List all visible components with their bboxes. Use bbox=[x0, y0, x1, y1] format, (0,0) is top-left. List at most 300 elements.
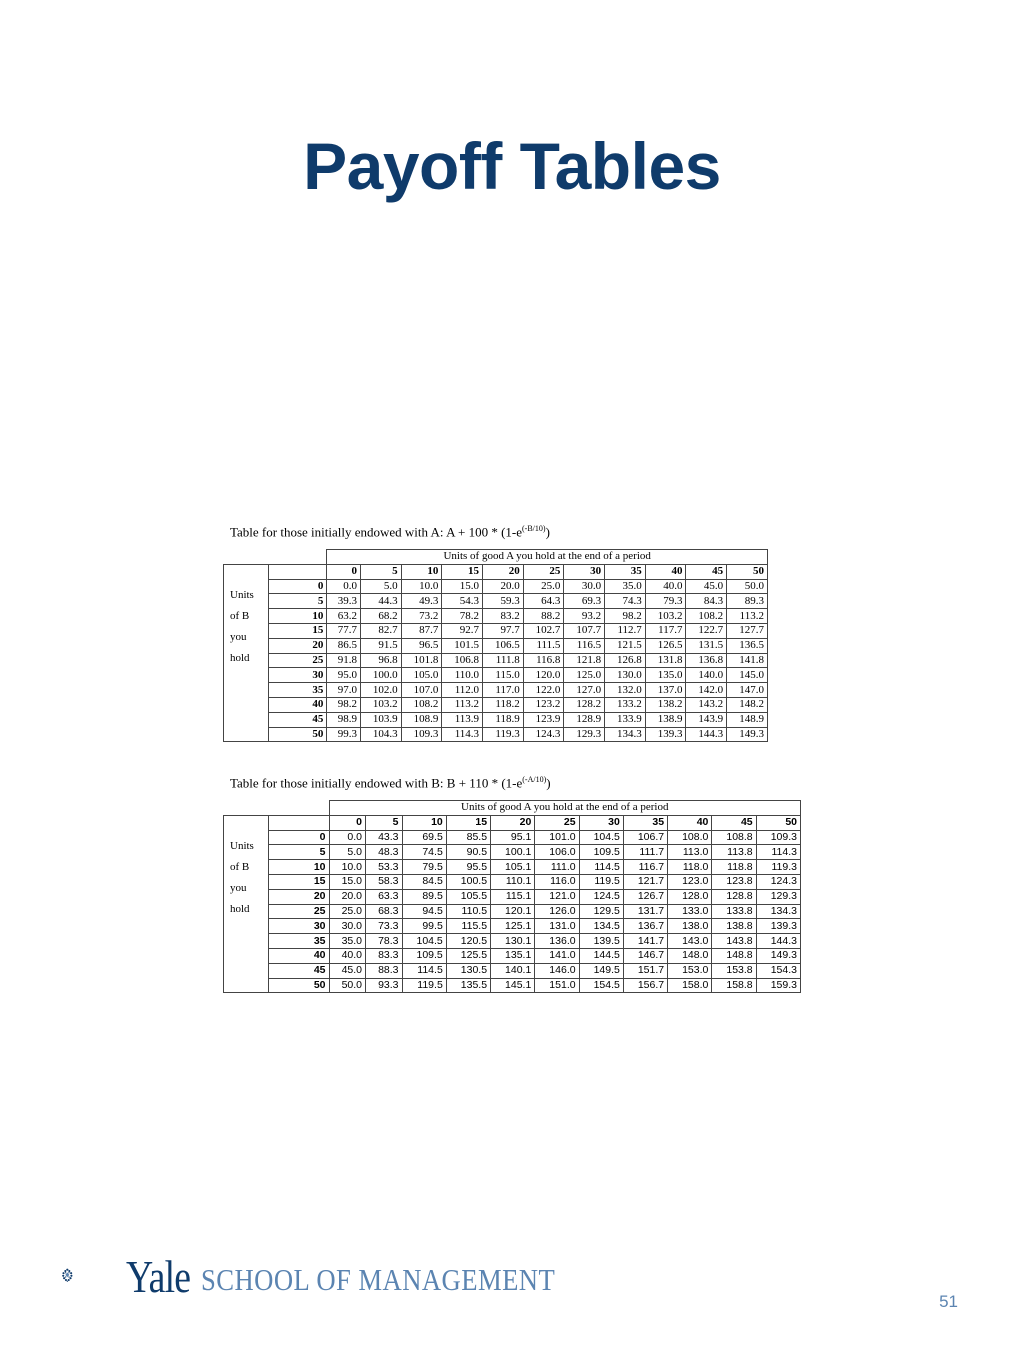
table-cell: 132.0 bbox=[605, 683, 646, 698]
row-header: 20 bbox=[269, 638, 327, 653]
table-cell: 40.0 bbox=[329, 948, 366, 963]
table-cell: 118.9 bbox=[483, 712, 524, 727]
table-cell: 129.3 bbox=[756, 889, 800, 904]
table-cell: 138.8 bbox=[712, 919, 756, 934]
table-cell: 100.5 bbox=[446, 874, 490, 889]
table-cell: 15.0 bbox=[442, 579, 483, 594]
column-header: 20 bbox=[491, 815, 535, 830]
table-cell: 134.5 bbox=[579, 919, 623, 934]
table-cell: 142.0 bbox=[686, 683, 727, 698]
row-header: 0 bbox=[269, 830, 330, 845]
row-header: 20 bbox=[269, 889, 330, 904]
table-cell: 136.8 bbox=[686, 653, 727, 668]
table-cell: 111.7 bbox=[623, 845, 667, 860]
table-cell: 107.7 bbox=[564, 623, 605, 638]
table-cell: 93.2 bbox=[564, 609, 605, 624]
table-cell: 97.0 bbox=[327, 683, 361, 698]
table-cell: 148.0 bbox=[668, 948, 712, 963]
table-cell: 121.5 bbox=[605, 638, 646, 653]
table-cell: 84.3 bbox=[686, 594, 727, 609]
table-cell: 119.5 bbox=[579, 874, 623, 889]
table-cell: 108.2 bbox=[686, 609, 727, 624]
table-row bbox=[224, 727, 768, 742]
row-header: 45 bbox=[269, 963, 330, 978]
table2-caption-exponent: (-A/10) bbox=[522, 775, 547, 784]
table-cell: 127.0 bbox=[564, 683, 605, 698]
table-cell: 116.5 bbox=[564, 638, 605, 653]
table-cell: 83.2 bbox=[483, 609, 524, 624]
table-cell: 73.3 bbox=[366, 919, 403, 934]
table-cell: 140.1 bbox=[491, 963, 535, 978]
table-cell: 124.3 bbox=[756, 874, 800, 889]
row-header: 10 bbox=[269, 609, 327, 624]
table2-caption bbox=[230, 775, 551, 791]
table-cell: 122.0 bbox=[523, 683, 564, 698]
logo-school-text: SCHOOL OF MANAGEMENT bbox=[201, 1262, 556, 1297]
side-label-line: you bbox=[230, 630, 247, 643]
table-cell: 73.2 bbox=[401, 609, 442, 624]
table-row bbox=[224, 845, 801, 860]
table-cell: 86.5 bbox=[327, 638, 361, 653]
table-cell: 93.3 bbox=[366, 978, 403, 993]
table-cell: 114.5 bbox=[579, 860, 623, 875]
table-cell: 119.3 bbox=[756, 860, 800, 875]
table-cell: 63.2 bbox=[327, 609, 361, 624]
table-cell: 111.5 bbox=[523, 638, 564, 653]
table-cell: 101.0 bbox=[535, 830, 579, 845]
table-cell: 147.0 bbox=[727, 683, 768, 698]
table-cell: 137.0 bbox=[645, 683, 686, 698]
table-cell: 148.8 bbox=[712, 948, 756, 963]
table-cell: 127.7 bbox=[727, 623, 768, 638]
table-cell: 103.9 bbox=[360, 712, 401, 727]
table-cell: 106.8 bbox=[442, 653, 483, 668]
table-cell: 148.9 bbox=[727, 712, 768, 727]
table-cell: 146.7 bbox=[623, 948, 667, 963]
table-cell: 118.0 bbox=[668, 860, 712, 875]
table-cell: 5.0 bbox=[329, 845, 366, 860]
table2-caption-close: ) bbox=[546, 775, 551, 791]
table-row bbox=[224, 638, 768, 653]
table-cell: 20.0 bbox=[329, 889, 366, 904]
column-header: 40 bbox=[645, 564, 686, 579]
column-header: 45 bbox=[686, 564, 727, 579]
table-cell: 154.5 bbox=[579, 978, 623, 993]
table-cell: 112.0 bbox=[442, 683, 483, 698]
column-header: 35 bbox=[623, 815, 667, 830]
table-cell: 96.5 bbox=[401, 638, 442, 653]
table-row bbox=[224, 712, 768, 727]
column-header: 0 bbox=[327, 564, 361, 579]
table-cell: 133.0 bbox=[668, 904, 712, 919]
table-row bbox=[224, 934, 801, 949]
column-header: 20 bbox=[483, 564, 524, 579]
table-cell: 91.5 bbox=[360, 638, 401, 653]
table-cell: 88.3 bbox=[366, 963, 403, 978]
table-cell: 141.7 bbox=[623, 934, 667, 949]
table-row bbox=[224, 948, 801, 963]
table-cell: 139.3 bbox=[645, 727, 686, 742]
page-number: 51 bbox=[939, 1292, 958, 1311]
table-cell: 133.2 bbox=[605, 697, 646, 712]
table-cell: 136.7 bbox=[623, 919, 667, 934]
table-cell: 130.0 bbox=[605, 668, 646, 683]
units-b-side-label bbox=[224, 815, 269, 993]
table-cell: 131.0 bbox=[535, 919, 579, 934]
table-cell: 95.5 bbox=[446, 860, 490, 875]
table-cell: 144.3 bbox=[686, 727, 727, 742]
table-cell: 123.8 bbox=[712, 874, 756, 889]
table-cell: 114.3 bbox=[756, 845, 800, 860]
table-cell: 59.3 bbox=[483, 594, 524, 609]
table-cell: 143.9 bbox=[686, 712, 727, 727]
table-cell: 100.0 bbox=[360, 668, 401, 683]
table-cell: 108.8 bbox=[712, 830, 756, 845]
row-header: 25 bbox=[269, 653, 327, 668]
table-cell: 102.0 bbox=[360, 683, 401, 698]
table-cell: 95.0 bbox=[327, 668, 361, 683]
table-cell: 156.7 bbox=[623, 978, 667, 993]
table-cell: 48.3 bbox=[366, 845, 403, 860]
table-cell: 116.0 bbox=[535, 874, 579, 889]
table-cell: 119.5 bbox=[402, 978, 446, 993]
table-cell: 15.0 bbox=[329, 874, 366, 889]
table-cell: 126.8 bbox=[605, 653, 646, 668]
table-cell: 113.2 bbox=[442, 697, 483, 712]
table-row bbox=[224, 830, 801, 845]
table-cell: 120.1 bbox=[491, 904, 535, 919]
table-cell: 39.3 bbox=[327, 594, 361, 609]
table-row bbox=[224, 683, 768, 698]
table-row bbox=[224, 978, 801, 993]
table-cell: 128.0 bbox=[668, 889, 712, 904]
column-header: 5 bbox=[360, 564, 401, 579]
table1-caption bbox=[230, 524, 550, 540]
table-cell: 89.5 bbox=[402, 889, 446, 904]
table-cell: 144.5 bbox=[579, 948, 623, 963]
column-header: 10 bbox=[402, 815, 446, 830]
table-cell: 145.0 bbox=[727, 668, 768, 683]
table-cell: 117.7 bbox=[645, 623, 686, 638]
table-cell: 111.0 bbox=[535, 860, 579, 875]
row-header: 30 bbox=[269, 668, 327, 683]
table-cell: 158.0 bbox=[668, 978, 712, 993]
table-cell: 138.9 bbox=[645, 712, 686, 727]
table-cell: 89.3 bbox=[727, 594, 768, 609]
table2-caption-text: Table for those initially endowed with B: B + 110 * (1-e bbox=[230, 775, 523, 791]
column-header: 25 bbox=[535, 815, 579, 830]
table-cell: 25.0 bbox=[523, 579, 564, 594]
table-cell: 35.0 bbox=[605, 579, 646, 594]
row-header-corner bbox=[269, 815, 330, 830]
table-cell: 115.0 bbox=[483, 668, 524, 683]
table-cell: 45.0 bbox=[329, 963, 366, 978]
table-cell: 138.2 bbox=[645, 697, 686, 712]
table-cell: 20.0 bbox=[483, 579, 524, 594]
table-cell: 149.5 bbox=[579, 963, 623, 978]
table-cell: 110.1 bbox=[491, 874, 535, 889]
table-cell: 140.0 bbox=[686, 668, 727, 683]
table-cell: 98.9 bbox=[327, 712, 361, 727]
table-cell: 30.0 bbox=[329, 919, 366, 934]
table-cell: 134.3 bbox=[756, 904, 800, 919]
table-cell: 151.7 bbox=[623, 963, 667, 978]
table-cell: 5.0 bbox=[360, 579, 401, 594]
table-row bbox=[224, 919, 801, 934]
table-cell: 106.5 bbox=[483, 638, 524, 653]
units-a-header: Units of good A you hold at the end of a period bbox=[329, 801, 800, 816]
table-cell: 130.1 bbox=[491, 934, 535, 949]
row-header: 40 bbox=[269, 697, 327, 712]
table-cell: 103.2 bbox=[645, 609, 686, 624]
table-row bbox=[224, 668, 768, 683]
table1-caption-exponent: (-B/10) bbox=[522, 524, 546, 533]
table-cell: 121.0 bbox=[535, 889, 579, 904]
table-cell: 25.0 bbox=[329, 904, 366, 919]
column-header: 45 bbox=[712, 815, 756, 830]
blank-corner bbox=[224, 550, 327, 565]
table-cell: 10.0 bbox=[401, 579, 442, 594]
table-cell: 113.8 bbox=[712, 845, 756, 860]
table-cell: 87.7 bbox=[401, 623, 442, 638]
table-cell: 113.2 bbox=[727, 609, 768, 624]
column-header: 5 bbox=[366, 815, 403, 830]
table-cell: 131.8 bbox=[645, 653, 686, 668]
table-cell: 134.3 bbox=[605, 727, 646, 742]
table-cell: 135.1 bbox=[491, 948, 535, 963]
table-cell: 126.7 bbox=[623, 889, 667, 904]
table-cell: 118.2 bbox=[483, 697, 524, 712]
table-cell: 123.9 bbox=[523, 712, 564, 727]
table-cell: 90.5 bbox=[446, 845, 490, 860]
row-header: 35 bbox=[269, 683, 327, 698]
table-cell: 79.5 bbox=[402, 860, 446, 875]
table-cell: 153.8 bbox=[712, 963, 756, 978]
table-row bbox=[224, 860, 801, 875]
table-cell: 143.8 bbox=[712, 934, 756, 949]
column-header: 10 bbox=[401, 564, 442, 579]
table-cell: 50.0 bbox=[727, 579, 768, 594]
side-label-line: of B bbox=[230, 860, 250, 873]
table-cell: 101.8 bbox=[401, 653, 442, 668]
table1-caption-text: Table for those initially endowed with A: A + 100 * (1-e bbox=[230, 524, 523, 540]
table-cell: 117.0 bbox=[483, 683, 524, 698]
row-header: 15 bbox=[269, 623, 327, 638]
table1-caption-close: ) bbox=[545, 524, 550, 540]
table-cell: 74.5 bbox=[402, 845, 446, 860]
table-cell: 143.0 bbox=[668, 934, 712, 949]
table-cell: 115.5 bbox=[446, 919, 490, 934]
table-cell: 110.0 bbox=[442, 668, 483, 683]
table-cell: 145.1 bbox=[491, 978, 535, 993]
table-cell: 69.5 bbox=[402, 830, 446, 845]
row-header: 40 bbox=[269, 948, 330, 963]
table-cell: 125.0 bbox=[564, 668, 605, 683]
table-row bbox=[224, 653, 768, 668]
table-cell: 114.5 bbox=[402, 963, 446, 978]
table-cell: 113.9 bbox=[442, 712, 483, 727]
table-cell: 0.0 bbox=[329, 830, 366, 845]
column-header: 35 bbox=[605, 564, 646, 579]
table-cell: 133.9 bbox=[605, 712, 646, 727]
column-header: 40 bbox=[668, 815, 712, 830]
table-cell: 124.3 bbox=[523, 727, 564, 742]
table-cell: 101.5 bbox=[442, 638, 483, 653]
table-cell: 104.5 bbox=[402, 934, 446, 949]
table-cell: 49.3 bbox=[401, 594, 442, 609]
table-cell: 110.5 bbox=[446, 904, 490, 919]
table-cell: 109.5 bbox=[579, 845, 623, 860]
table-cell: 149.3 bbox=[727, 727, 768, 742]
table-cell: 109.5 bbox=[402, 948, 446, 963]
table-cell: 114.3 bbox=[442, 727, 483, 742]
table-cell: 130.5 bbox=[446, 963, 490, 978]
table-cell: 78.2 bbox=[442, 609, 483, 624]
column-header: 15 bbox=[442, 564, 483, 579]
table-cell: 103.2 bbox=[360, 697, 401, 712]
row-header: 50 bbox=[269, 978, 330, 993]
table-cell: 68.3 bbox=[366, 904, 403, 919]
blank-corner bbox=[224, 801, 330, 816]
table-cell: 64.3 bbox=[523, 594, 564, 609]
table-cell: 84.5 bbox=[402, 874, 446, 889]
table-cell: 88.2 bbox=[523, 609, 564, 624]
table-cell: 139.5 bbox=[579, 934, 623, 949]
table-cell: 115.1 bbox=[491, 889, 535, 904]
table-cell: 104.3 bbox=[360, 727, 401, 742]
payoff-table-b bbox=[223, 800, 801, 993]
table-row bbox=[224, 579, 768, 594]
table-cell: 95.1 bbox=[491, 830, 535, 845]
table-cell: 50.0 bbox=[329, 978, 366, 993]
table-cell: 143.2 bbox=[686, 697, 727, 712]
table-cell: 97.7 bbox=[483, 623, 524, 638]
table-cell: 102.7 bbox=[523, 623, 564, 638]
table-cell: 154.3 bbox=[756, 963, 800, 978]
table-cell: 53.3 bbox=[366, 860, 403, 875]
table-cell: 106.0 bbox=[535, 845, 579, 860]
table-cell: 159.3 bbox=[756, 978, 800, 993]
table-cell: 109.3 bbox=[756, 830, 800, 845]
table-cell: 105.1 bbox=[491, 860, 535, 875]
table-row bbox=[224, 904, 801, 919]
table-cell: 126.0 bbox=[535, 904, 579, 919]
table-cell: 109.3 bbox=[401, 727, 442, 742]
column-header: 25 bbox=[523, 564, 564, 579]
table-cell: 98.2 bbox=[327, 697, 361, 712]
table-cell: 118.8 bbox=[712, 860, 756, 875]
page-title: Payoff Tables bbox=[303, 129, 721, 203]
table-cell: 128.8 bbox=[712, 889, 756, 904]
side-label-line: Units bbox=[230, 839, 254, 852]
table-cell: 123.2 bbox=[523, 697, 564, 712]
table-cell: 133.8 bbox=[712, 904, 756, 919]
table-cell: 131.5 bbox=[686, 638, 727, 653]
table-cell: 122.7 bbox=[686, 623, 727, 638]
table-cell: 139.3 bbox=[756, 919, 800, 934]
table-cell: 135.5 bbox=[446, 978, 490, 993]
table-cell: 113.0 bbox=[668, 845, 712, 860]
logo-yale-text: Yale bbox=[126, 1251, 191, 1302]
table-cell: 136.0 bbox=[535, 934, 579, 949]
table-cell: 153.0 bbox=[668, 963, 712, 978]
table-cell: 141.8 bbox=[727, 653, 768, 668]
table-cell: 131.7 bbox=[623, 904, 667, 919]
table-cell: 120.0 bbox=[523, 668, 564, 683]
units-b-side-label bbox=[224, 564, 269, 742]
table-cell: 91.8 bbox=[327, 653, 361, 668]
table-cell: 44.3 bbox=[360, 594, 401, 609]
table-cell: 68.2 bbox=[360, 609, 401, 624]
row-header: 50 bbox=[269, 727, 327, 742]
column-header: 50 bbox=[727, 564, 768, 579]
table-cell: 108.0 bbox=[668, 830, 712, 845]
row-header: 5 bbox=[269, 594, 327, 609]
table-cell: 149.3 bbox=[756, 948, 800, 963]
table-cell: 74.3 bbox=[605, 594, 646, 609]
table-cell: 141.0 bbox=[535, 948, 579, 963]
row-header: 25 bbox=[269, 904, 330, 919]
table-cell: 82.7 bbox=[360, 623, 401, 638]
table-cell: 98.2 bbox=[605, 609, 646, 624]
table-cell: 148.2 bbox=[727, 697, 768, 712]
table-cell: 106.7 bbox=[623, 830, 667, 845]
table-cell: 94.5 bbox=[402, 904, 446, 919]
table-row bbox=[224, 623, 768, 638]
table-cell: 58.3 bbox=[366, 874, 403, 889]
table-cell: 116.8 bbox=[523, 653, 564, 668]
side-label-line: of B bbox=[230, 609, 250, 622]
payoff-table-a bbox=[223, 549, 768, 742]
table-cell: 10.0 bbox=[329, 860, 366, 875]
table-cell: 107.0 bbox=[401, 683, 442, 698]
column-header: 30 bbox=[564, 564, 605, 579]
table-cell: 69.3 bbox=[564, 594, 605, 609]
table-cell: 128.9 bbox=[564, 712, 605, 727]
column-header: 15 bbox=[446, 815, 490, 830]
table-cell: 138.0 bbox=[668, 919, 712, 934]
table-row bbox=[224, 609, 768, 624]
table-cell: 30.0 bbox=[564, 579, 605, 594]
table-cell: 135.0 bbox=[645, 668, 686, 683]
row-header-corner bbox=[269, 564, 327, 579]
table-cell: 108.2 bbox=[401, 697, 442, 712]
table-cell: 128.2 bbox=[564, 697, 605, 712]
column-header: 0 bbox=[329, 815, 366, 830]
table-cell: 105.5 bbox=[446, 889, 490, 904]
table-cell: 112.7 bbox=[605, 623, 646, 638]
units-a-header: Units of good A you hold at the end of a period bbox=[327, 550, 768, 565]
table-cell: 35.0 bbox=[329, 934, 366, 949]
table-cell: 124.5 bbox=[579, 889, 623, 904]
side-label-line: Units bbox=[230, 588, 254, 601]
table-cell: 108.9 bbox=[401, 712, 442, 727]
row-header: 30 bbox=[269, 919, 330, 934]
table-row bbox=[224, 874, 801, 889]
table-cell: 146.0 bbox=[535, 963, 579, 978]
table-cell: 100.1 bbox=[491, 845, 535, 860]
table-cell: 105.0 bbox=[401, 668, 442, 683]
table-cell: 123.0 bbox=[668, 874, 712, 889]
table-cell: 129.5 bbox=[579, 904, 623, 919]
table-cell: 111.8 bbox=[483, 653, 524, 668]
table-cell: 43.3 bbox=[366, 830, 403, 845]
side-label-line: hold bbox=[230, 902, 250, 915]
table-cell: 121.8 bbox=[564, 653, 605, 668]
table-cell: 0.0 bbox=[327, 579, 361, 594]
table-cell: 99.5 bbox=[402, 919, 446, 934]
yale-som-flower-icon bbox=[62, 1230, 132, 1320]
